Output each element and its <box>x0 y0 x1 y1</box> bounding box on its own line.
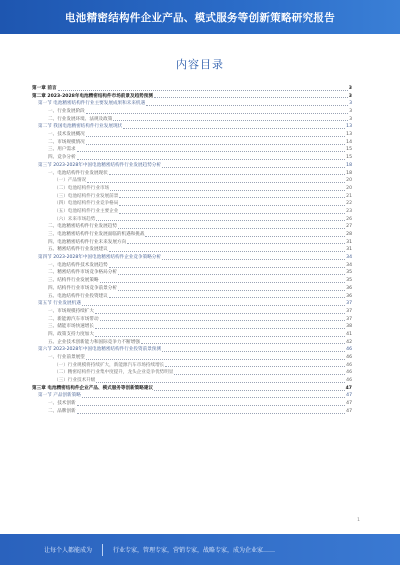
toc-leader-dots <box>146 105 348 106</box>
toc-entry[interactable] <box>32 93 352 101</box>
toc-entry-label: 五、精密结构件行业发展建议 <box>48 247 108 253</box>
toc-entry-page: 35 <box>346 278 352 284</box>
toc-leader-dots <box>154 390 345 391</box>
toc-entry[interactable] <box>32 293 352 301</box>
toc-entry-page: 47 <box>346 408 352 414</box>
toc-leader-dots <box>95 313 345 314</box>
toc-leader-dots <box>109 297 345 298</box>
toc-leader-dots <box>77 413 346 414</box>
toc-leader-dots <box>145 236 345 237</box>
toc-leader-dots <box>162 351 345 352</box>
toc-entry-page: 3 <box>349 109 352 115</box>
toc-entry[interactable] <box>32 323 352 331</box>
toc-entry-page: 3 <box>348 93 352 99</box>
toc-entry-label: 三、电池精密结构件行业发展面临的机遇和挑战 <box>48 232 145 238</box>
toc-entry-label: 一、市场规模持续扩大 <box>48 308 94 314</box>
toc-entry-label: 三、用户需求 <box>48 147 76 153</box>
toc-leader-dots <box>127 243 345 244</box>
toc-entry[interactable] <box>32 369 352 377</box>
toc-entry-label: （四）电池结构件行业竞争格局 <box>54 201 119 207</box>
toc-entry-page: 13 <box>346 124 352 130</box>
toc-entry-label: 四、竞争分析 <box>48 155 76 161</box>
toc-entry-label: 第四节 2023-2028年中国电池精密结构件企业竞争策略分析 <box>38 255 161 261</box>
toc-entry-page: 37 <box>346 301 352 307</box>
toc-leader-dots <box>100 282 346 283</box>
toc-leader-dots <box>86 113 348 114</box>
toc-entry[interactable] <box>32 354 352 362</box>
toc-entry[interactable] <box>32 131 352 139</box>
toc-leader-dots <box>82 305 345 306</box>
toc-entry-page: 28 <box>346 232 352 238</box>
toc-entry-label: 第三节 2023-2028年中国电池精密结构件行业发展趋势分析 <box>38 162 161 168</box>
toc-heading: 内容目录 <box>176 58 224 71</box>
toc-entry-page: 46 <box>346 370 352 376</box>
toc-leader-dots <box>82 397 345 398</box>
toc-entry-label: 一、电池结构件技术发展趋势 <box>48 262 108 268</box>
toc-entry[interactable] <box>32 393 352 401</box>
toc-entry-label: （一）产品情况 <box>54 178 87 184</box>
toc-entry[interactable] <box>32 254 352 262</box>
toc-entry-label: （一）行业规模将持续扩大，新能源汽车市场持续增长 <box>54 362 165 368</box>
toc-leader-dots <box>162 167 345 168</box>
toc-entry[interactable] <box>32 208 352 216</box>
toc-entry-page: 46 <box>346 347 352 353</box>
toc-entry[interactable] <box>32 400 352 408</box>
toc-entry[interactable] <box>32 239 352 247</box>
toc-leader-dots <box>109 267 345 268</box>
toc-entry-page: 46 <box>346 378 352 384</box>
toc-leader-dots <box>110 190 345 191</box>
toc-entry-label: （五）电池结构件行业主要企业 <box>54 208 119 214</box>
toc-leader-dots <box>86 359 345 360</box>
toc-leader-dots <box>77 159 346 160</box>
toc-entry[interactable] <box>32 270 352 278</box>
toc-entry-page: 21 <box>346 193 352 199</box>
page-number: 1 <box>357 518 360 523</box>
toc-entry[interactable] <box>32 331 352 339</box>
toc-entry[interactable] <box>32 246 352 254</box>
toc-entry-page: 47 <box>345 385 352 391</box>
toc-leader-dots <box>119 213 345 214</box>
toc-leader-dots <box>77 405 346 406</box>
toc-entry[interactable] <box>32 385 352 393</box>
toc-entry[interactable] <box>32 193 352 201</box>
toc-entry[interactable] <box>32 154 352 162</box>
toc-entry-label: 二、电池精密结构件行业发展趋势 <box>48 224 117 230</box>
toc-entry-label: 四、结构件行业市场竞争前景分析 <box>48 285 117 291</box>
toc-entry-label: 一、行业发展阶段 <box>48 109 85 115</box>
toc-entry-label: 第六节 2023-2028年中国电池精密结构件行业投资前景预测 <box>38 347 161 353</box>
toc-entry[interactable] <box>32 170 352 178</box>
toc-entry-label: 二、市场规模情况 <box>48 139 85 145</box>
toc-entry-page: 46 <box>346 362 352 368</box>
toc-leader-dots <box>95 336 345 337</box>
toc-entry-label: 第一节 电池精密结构件行业主要发展成果和未来机遇 <box>38 101 146 107</box>
toc-entry-label: （二）电池结构件行业市场 <box>54 185 110 191</box>
footer-services: 行业专家，管理专家，营销专家，战略专家，成为企业家…… <box>113 547 276 554</box>
toc-entry[interactable] <box>32 85 352 93</box>
toc-leader-dots <box>87 182 345 183</box>
toc-entry-label: 二、精密结构件市场竞争格局分析 <box>48 270 117 276</box>
toc-entry-page: 23 <box>346 208 352 214</box>
toc-entry[interactable] <box>32 377 352 385</box>
toc-leader-dots <box>100 320 346 321</box>
toc-entry-label: 五、电池结构件行业投资建议 <box>48 293 108 299</box>
toc-leader-dots <box>113 120 348 121</box>
toc-entry[interactable] <box>32 316 352 324</box>
toc-leader-dots <box>86 144 345 145</box>
toc-entry-page: 26 <box>346 216 352 222</box>
toc-entry[interactable] <box>32 346 352 354</box>
toc-leader-dots <box>86 136 345 137</box>
toc-entry[interactable] <box>32 262 352 270</box>
toc-leader-dots <box>118 228 345 229</box>
toc-entry-label: （二）精密结构件行业集中度提升，龙头企业竞争优势明显 <box>54 370 174 376</box>
toc-leader-dots <box>118 274 345 275</box>
toc-entry[interactable] <box>32 162 352 170</box>
toc-entry[interactable] <box>32 408 352 416</box>
header-band <box>0 0 400 34</box>
toc-entry-page: 35 <box>346 270 352 276</box>
toc-leader-dots <box>118 290 345 291</box>
toc-entry-page: 34 <box>346 262 352 268</box>
toc-entry-label: 二、品牌创新 <box>48 408 76 414</box>
toc-entry[interactable] <box>32 177 352 185</box>
toc-entry-label: 一、技术发展概况 <box>48 132 85 138</box>
footer-divider <box>102 544 103 556</box>
toc-entry[interactable] <box>32 123 352 131</box>
toc-entry-label: 五、企业技术创新能力和国际竞争力不断增强 <box>48 339 140 345</box>
toc-leader-dots <box>174 374 345 375</box>
toc-leader-dots <box>141 343 345 344</box>
toc-entry-page: 22 <box>346 201 352 207</box>
toc-leader-dots <box>58 90 348 91</box>
toc-leader-dots <box>109 174 345 175</box>
toc-leader-dots <box>162 259 345 260</box>
toc-entry[interactable] <box>32 108 352 116</box>
toc-entry-page: 31 <box>346 247 352 253</box>
toc-entry-page: 3 <box>348 85 352 91</box>
toc-entry-label: 二、新能源汽车市场带动 <box>48 316 99 322</box>
toc-entry[interactable] <box>32 116 352 124</box>
toc-entry-page: 3 <box>349 101 352 107</box>
toc-entry-page: 20 <box>346 185 352 191</box>
toc-entry[interactable] <box>32 308 352 316</box>
toc-entry[interactable] <box>32 362 352 370</box>
toc-entry-page: 18 <box>346 162 352 168</box>
toc-entry[interactable] <box>32 139 352 147</box>
toc-entry-label: 第二节 我国电池精密结构件行业发展现状 <box>38 124 123 130</box>
toc-entry-page: 42 <box>346 339 352 345</box>
toc-entry-label: 三、储能市场快速增长 <box>48 324 94 330</box>
toc-entry-page: 15 <box>346 147 352 153</box>
toc-entry-page: 38 <box>346 324 352 330</box>
toc-entry-page: 37 <box>346 308 352 314</box>
toc-leader-dots <box>119 205 345 206</box>
toc-entry-page: 47 <box>346 393 352 399</box>
toc-entry-page: 34 <box>346 255 352 261</box>
toc-entry-page: 47 <box>346 401 352 407</box>
toc-entry-label: 四、政策支持力度加大 <box>48 331 94 337</box>
toc-leader-dots <box>119 197 345 198</box>
toc-leader-dots <box>123 128 345 129</box>
toc-leader-dots <box>154 97 348 98</box>
toc-entry-label: 一、电池结构件行业发展现状 <box>48 170 108 176</box>
toc-entry-page: 15 <box>346 155 352 161</box>
footer-band <box>0 534 400 565</box>
toc-entry-page: 13 <box>346 132 352 138</box>
toc-leader-dots <box>96 382 345 383</box>
toc-entry[interactable] <box>32 339 352 347</box>
toc-entry-page: 31 <box>346 239 352 245</box>
toc-entry-page: 46 <box>346 355 352 361</box>
toc-leader-dots <box>95 328 345 329</box>
toc-entry-label: 四、电池精密结构件行业未来发展方向 <box>48 239 127 245</box>
toc-entry-label: 第五节 行业发展机遇 <box>38 301 81 307</box>
toc-entry[interactable] <box>32 200 352 208</box>
toc-entry-page: 18 <box>346 170 352 176</box>
toc-entry[interactable] <box>32 147 352 155</box>
toc-entry-label: 一、行业前景展望 <box>48 355 85 361</box>
toc-entry-label: （三）行业技术升级 <box>54 378 96 384</box>
toc-entry-page: 37 <box>346 316 352 322</box>
toc-leader-dots <box>77 151 346 152</box>
toc-entry-label: 第二章 2023-2028年电池精密结构件市场前景及趋势预测 <box>32 93 153 99</box>
toc-entry-label: （六）未来市场趋势 <box>54 216 96 222</box>
toc-entry-label: 三、结构件行业发展策略 <box>48 278 99 284</box>
toc-entry-page: 14 <box>346 139 352 145</box>
toc-entry[interactable] <box>32 100 352 108</box>
toc-entry[interactable] <box>32 300 352 308</box>
toc-entry-page: 27 <box>346 224 352 230</box>
toc-entry-page: 20 <box>346 178 352 184</box>
toc-entry[interactable] <box>32 277 352 285</box>
toc-entry-label: 一、技术创新 <box>48 401 76 407</box>
toc-entry-label: 二、行业发展环境、法规及政策 <box>48 116 113 122</box>
toc-leader-dots <box>165 366 345 367</box>
toc-entry-page: 3 <box>349 116 352 122</box>
toc-entry[interactable] <box>32 216 352 224</box>
footer-slogan: 让每个人都能成为 <box>44 547 93 554</box>
toc-entry-page: 41 <box>346 331 352 337</box>
toc-leader-dots <box>96 220 345 221</box>
report-title: 电池精密结构件企业产品、模式服务等创新策略研究报告 <box>65 11 335 24</box>
table-of-contents <box>32 85 352 416</box>
toc-entry-page: 36 <box>346 293 352 299</box>
toc-entry[interactable] <box>32 185 352 193</box>
toc-entry-label: 第一节 产品创新策略 <box>38 393 81 399</box>
toc-entry-label: 第三章 电池精密结构件企业产品、模式服务等创新策略建议 <box>32 385 154 391</box>
toc-leader-dots <box>109 251 345 252</box>
toc-entry-label: 第一章 前言 <box>32 85 57 91</box>
toc-entry[interactable] <box>32 223 352 231</box>
toc-entry[interactable] <box>32 231 352 239</box>
toc-entry-page: 36 <box>346 285 352 291</box>
toc-entry[interactable] <box>32 285 352 293</box>
toc-entry-label: （三）电池结构件行业发展前景 <box>54 193 119 199</box>
